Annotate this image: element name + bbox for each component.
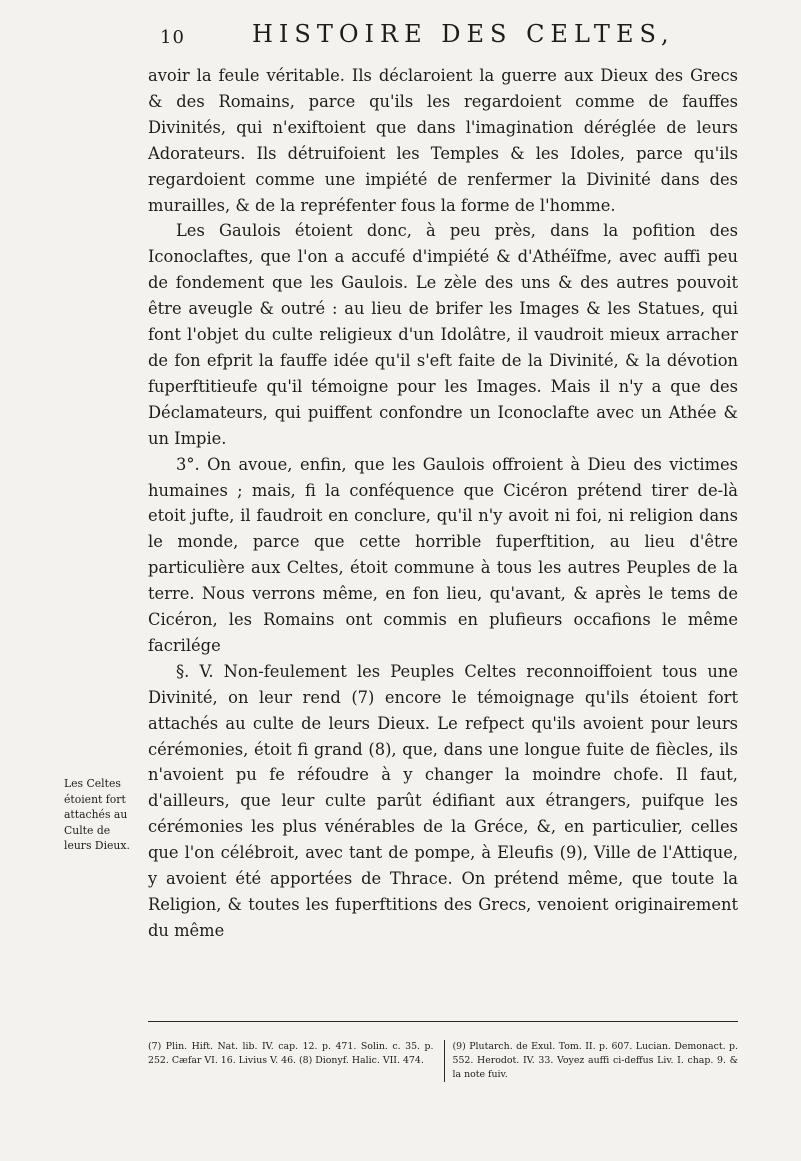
paragraph-2: Les Gaulois étoient donc, à peu près, dans la pofition des Iconoclaftes, que l'on a accufé d'impiété & d'Athéïfme, avec auffi peu de fondement que les Gaulois. Le zèle des uns & des autres pouvoit être aveugle & outré : au lieu de brifer les Images & les Statues, qui font l'objet du culte religieux d'un Idolâtre, il vaudroit mieux arracher de fon efprit la fauffe idée qu'il s'eft faite de la Divinité, & la dévotion fuperftitieufe qu'il témoigne pour les Images. Mais il n'y a que des Déclamateurs, qui puiffent confondre un Iconoclafte avec un Athée & un Impie.	[148, 221, 738, 448]
running-title: HISTOIRE DES CELTES,	[252, 20, 675, 48]
marginal-note: Les Celtes étoient fort attachés au Culte de leurs Dieux.	[64, 777, 130, 852]
footnote-right: (9) Plutarch. de Exul. Tom. II. p. 607. Lucian. Demonact. p. 552. Herodot. IV. 33. Voyez auffi ci-deffus Liv. I. chap. 9. & la note fuiv.	[444, 1040, 739, 1082]
paragraph-4: §. V. Non-feulement les Peuples Celtes reconnoiffoient tous une Divinité, on leur rend (7) encore le témoignage qu'ils étoient fort attachés au culte de leurs Dieux. Le refpect qu'ils avoient pour leurs cérémonies, étoit fi grand (8), que, dans une longue fuite de fiècles, ils n'avoient pu fe réfoudre à y changer la moindre chofe. Il faut, d'ailleurs, que leur culte parût édifiant aux étrangers, puifque les cérémonies les plus vénérables de la Gréce, &, en particulier, celles que l'on célébroit, avec tant de pompe, à Eleufis (9), Ville de l'Attique, y avoient été apportées de Thrace. On prétend même, que toute la Religion, & toutes les fuperftitions des Grecs, venoient originairement du même	[148, 661, 738, 940]
footnote-left: (7) Plin. Hift. Nat. lib. IV. cap. 12. p. 471. Solin. c. 35. p. 252. Cæfar VI. 16. Livius V. 46. (8) Dionyf. Halic. VII. 474.	[148, 1041, 434, 1066]
page-number: 10	[160, 27, 185, 48]
paragraph-3: 3°. On avoue, enfin, que les Gaulois offroient à Dieu des victimes humaines ; mais, fi la conféquence que Cicéron prétend tirer de-là etoit jufte, il faudroit en conclure, qu'il n'y avoit ni foi, ni religion dans le monde, parce que cette horrible fuperftition, au lieu d'être particulière aux Celtes, étoit commune à tous les autres Peuples de la terre. Nous verrons même, en fon lieu, qu'avant, & après le tems de Cicéron, les Romains ont commis en plufieurs occafions le même facrilége	[148, 454, 738, 655]
main-text	[148, 63, 738, 944]
footnote-rule	[148, 1021, 738, 1022]
paragraph-1: avoir la feule véritable. Ils déclaroient la guerre aux Dieux des Grecs & des Romains, parce qu'ils les regardoient comme de fauffes Divinités, qui n'exiftoient que dans l'imagination déréglée de leurs Adorateurs. Ils détruifoient les Temples & les Idoles, parce qu'ils regardoient comme une impiété de renfermer la Divinité dans des murailles, & de la repréfenter fous la forme de l'homme.	[148, 66, 738, 215]
footnotes	[148, 1040, 738, 1082]
